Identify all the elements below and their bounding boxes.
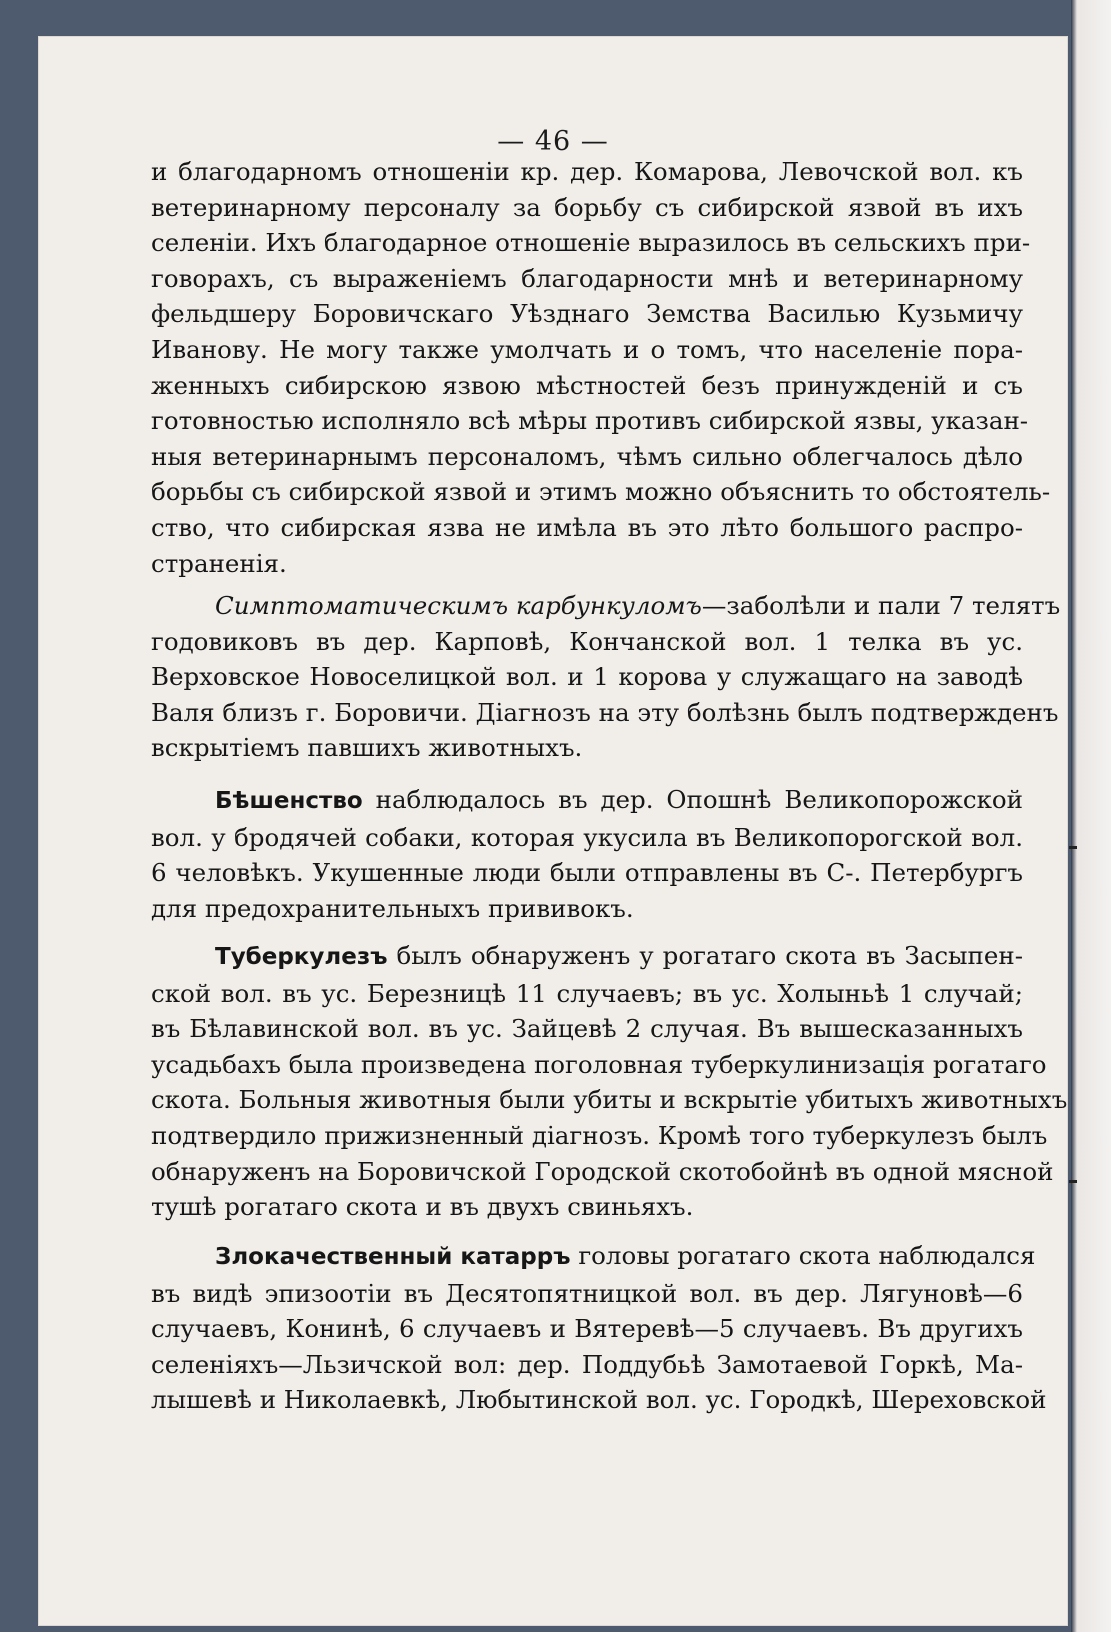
text-line: селеніяхъ—Льзичской вол: дер. Поддубьѣ Замотаевой Горкѣ, Ма- <box>151 1349 1023 1379</box>
text-line: женныхъ сибирскою язвою мѣстностей безъ принужденій и съ <box>151 370 1023 400</box>
term-tuberculosis: Туберкулезъ <box>215 944 388 970</box>
text-line: усадьбахъ была произведена поголовная туберкулинизація рогатаго <box>151 1049 1047 1079</box>
text-line: и благодарномъ отношеніи кр. дер. Комарова, Левочской вол. къ <box>151 157 1023 186</box>
text-line: вол. у бродячей собаки, которая укусила въ Великопорогской вол. <box>151 822 1023 852</box>
text-line: ныя ветеринарнымъ персоналомъ, чѣмъ сильно облегчалось дѣло <box>151 441 1023 471</box>
text-line: говорахъ, съ выраженіемъ благодарности мнѣ и ветеринарному <box>151 263 1023 293</box>
adjacent-page-edge <box>1071 0 1111 1632</box>
paragraph-4 <box>151 938 1068 1225</box>
text-line: лышевѣ и Николаевкѣ, Любытинской вол. ус. Городкѣ, Шереховской <box>151 1385 1047 1415</box>
paragraph-5 <box>151 1238 1047 1418</box>
page-number: — 46 — <box>497 126 609 157</box>
text-line-first <box>151 938 1023 976</box>
text-line: обнаруженъ на Боровичской Городской скотобойнѣ въ одной мясной <box>151 1156 1054 1186</box>
term-symptomatic-carbuncle: Симптоматическимъ карбункуломъ <box>215 591 702 620</box>
margin-mark <box>1069 846 1077 849</box>
text-line-first <box>151 782 1023 820</box>
text-line: для предохранительныхъ прививокъ. <box>151 893 634 923</box>
text-line-first <box>151 1238 1036 1276</box>
text-line: ветеринарному персоналу за борьбу съ сибирской язвой въ ихъ <box>151 192 1023 222</box>
margin-mark <box>1069 1180 1077 1183</box>
text-line: Иванову. Не могу также умолчать и о томъ, что населеніе пора- <box>151 334 1023 364</box>
text-fragment: былъ обнаруженъ у рогатаго скота въ Засыпен- <box>387 941 1023 970</box>
text-fragment: наблюдалось въ дер. Опошнѣ Великопорожской <box>362 785 1023 814</box>
term-malignant-catarrh: Злокачественный катарръ <box>215 1244 571 1270</box>
paragraph-3 <box>151 782 1023 926</box>
text-line: борьбы съ сибирской язвой и этимъ можно объяснить то обстоятель- <box>151 477 1051 507</box>
document-page <box>38 36 1068 1626</box>
text-line: случаевъ, Конинѣ, 6 случаевъ и Вятеревѣ—5 случаевъ. Въ другихъ <box>151 1314 1023 1344</box>
text-line: скота. Больныя животныя были убиты и вскрытіе убитыхъ животныхъ <box>151 1085 1068 1115</box>
text-line-first <box>151 588 1061 624</box>
text-line: годовиковъ въ дер. Карповѣ, Кончанской вол. 1 телка въ ус. <box>151 626 1023 656</box>
text-line: Верховское Новоселицкой вол. и 1 корова у служащаго на заводѣ <box>151 662 1023 692</box>
text-line: селеніи. Ихъ благодарное отношеніе выразилось въ сельскихъ при- <box>151 228 1031 258</box>
text-line: ской вол. въ ус. Березницѣ 11 случаевъ; въ ус. Холыньѣ 1 случай; <box>151 978 1023 1008</box>
text-fragment: головы рогатаго скота наблюдался <box>570 1241 1036 1270</box>
text-line: ство, что сибирская язва не имѣла въ это лѣто большого распро- <box>151 512 1023 542</box>
text-line: въ Бѣлавинской вол. въ ус. Зайцевѣ 2 случая. Въ вышесказанныхъ <box>151 1014 1023 1044</box>
text-line: въ видѣ эпизоотіи въ Десятопятницкой вол. въ дер. Лягуновѣ—6 <box>151 1278 1023 1308</box>
text-line: готовностью исполняло всѣ мѣры противъ сибирской язвы, указан- <box>151 406 1029 436</box>
text-line: тушѣ рогатаго скота и въ двухъ свиньяхъ. <box>151 1192 694 1222</box>
text-line: 6 человѣкъ. Укушенные люди были отправлены въ С-. Петербургъ <box>151 858 1023 888</box>
text-fragment: —заболѣли и пали 7 телятъ <box>701 591 1061 620</box>
paragraph-2 <box>151 588 1061 766</box>
text-line: вскрытіемъ павшихъ животныхъ. <box>151 733 583 763</box>
paragraph-1 <box>151 154 1051 581</box>
text-line: подтвердило прижизненный діагнозъ. Кромѣ того туберкулезъ былъ <box>151 1120 1048 1150</box>
text-line: страненія. <box>151 548 287 578</box>
text-line: Валя близъ г. Боровичи. Діагнозъ на эту болѣзнь былъ подтвержденъ <box>151 697 1059 727</box>
text-line: фельдшеру Боровичскаго Уѣзднаго Земства Василью Кузьмичу <box>151 299 1023 329</box>
term-rabies: Бѣшенство <box>215 788 363 814</box>
